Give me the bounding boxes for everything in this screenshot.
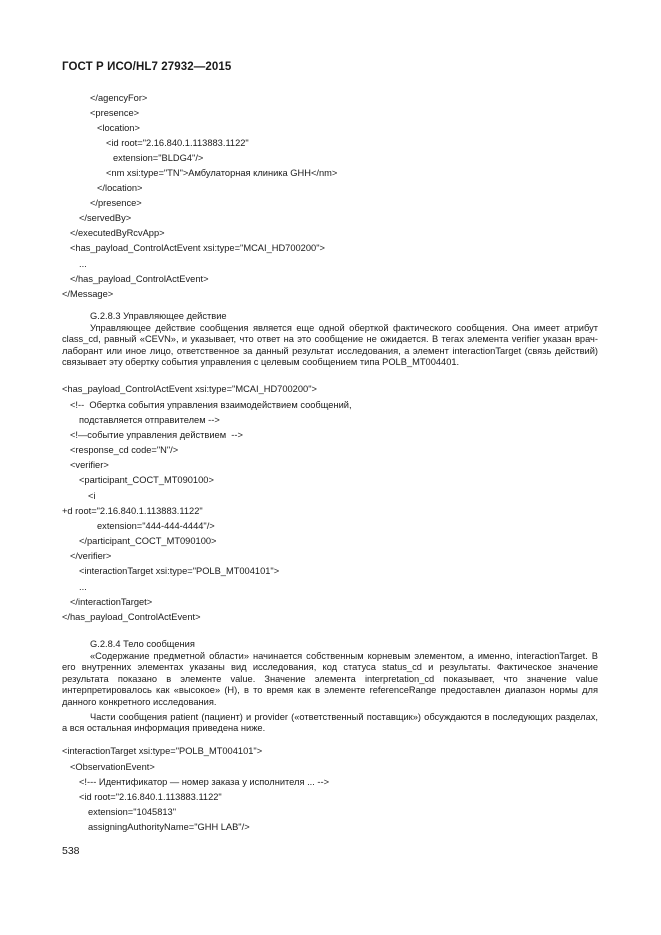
code-line: <i: [88, 491, 96, 501]
code-line: extension="BLDG4"/>: [113, 153, 204, 163]
code-line: ...: [79, 582, 87, 592]
code-line: <participant_COCT_MT090100>: [79, 475, 214, 485]
code-line: <has_payload_ControlActEvent xsi:type="MCAI_HD700200">: [70, 243, 325, 253]
code-line: <has_payload_ControlActEvent xsi:type="MCAI_HD700200">: [62, 384, 317, 394]
code-line: assigningAuthorityName="GHH LAB"/>: [88, 822, 250, 832]
section-heading: G.2.8.4 Тело сообщения: [90, 639, 195, 649]
section-paragraph: [62, 323, 598, 369]
code-line: </has_payload_ControlActEvent>: [62, 612, 201, 622]
code-line: ...: [79, 259, 87, 269]
section-heading: G.2.8.3 Управляющее действие: [90, 311, 227, 321]
paragraph-text: Части сообщения patient (пациент) и provider («ответственный поставщик») обсуждаются в последующих разделах, а вся остальная информация приведена ниже.: [62, 712, 598, 734]
code-line: подставляется отправителем -->: [79, 415, 220, 425]
code-line: <ObservationEvent>: [70, 762, 155, 772]
code-line: </Message>: [62, 289, 114, 299]
code-line: </location>: [97, 183, 143, 193]
code-line: </agencyFor>: [90, 93, 148, 103]
code-line: <location>: [97, 123, 140, 133]
page-number: 538: [62, 845, 80, 857]
code-line: <!-- Обертка события управления взаимодействием сообщений,: [70, 400, 352, 410]
code-line: </verifier>: [70, 551, 112, 561]
code-line: extension="444-444-4444"/>: [97, 521, 215, 531]
code-line: </executedByRcvApp>: [70, 228, 165, 238]
code-line: </participant_COCT_MT090100>: [79, 536, 217, 546]
code-line: </presence>: [90, 198, 142, 208]
code-line: extension="1045813": [88, 807, 177, 817]
code-line: <id root="2.16.840.1.113883.1122": [106, 138, 249, 148]
paragraph-text: «Содержание предметной области» начинается собственным корневым элементом, а именно, interactionTarget. В его внутренних элементах указаны вид исследования, код статуса status_cd и результаты. Фактическое значение результата показано в элементе value. Значение элемента interpretation_cd показывает, что значение value интерпретировалось как «высокое» (H), в то время как в элементе referenceRange предоставлен диапазон нормы для данного конкретного исследования.: [62, 651, 598, 707]
code-line: <interactionTarget xsi:type="POLB_MT004101">: [62, 746, 263, 756]
code-line: <id root="2.16.840.1.113883.1122": [79, 792, 222, 802]
code-line: +d root="2.16.840.1.113883.1122": [62, 506, 203, 516]
paragraph-text: Управляющее действие сообщения является еще одной оберткой фактического сообщения. Она имеет атрибут class_cd, равный «CEVN», и указывает, что ответ на это сообщение не ожидается. В тегах элемента verifier указан врач-лаборант или иное лицо, ответственное за данный результат исследования, а элемент interactionTarget (связь действий) связывает эту обертку события управления с целевым сообщением типа POLB_MT004401.: [62, 323, 598, 368]
code-line: <interactionTarget xsi:type="POLB_MT004101">: [79, 566, 280, 576]
code-line: <presence>: [90, 108, 140, 118]
section-paragraph: [62, 712, 598, 735]
code-line: <response_cd code="N"/>: [70, 445, 179, 455]
code-line: <!—событие управления действием -->: [70, 430, 243, 440]
section-paragraph: [62, 651, 598, 708]
code-line: </has_payload_ControlActEvent>: [70, 274, 209, 284]
code-line: <!--- Идентификатор — номер заказа у исполнителя ... -->: [79, 777, 330, 787]
code-line: </interactionTarget>: [70, 597, 153, 607]
document-header: ГОСТ Р ИСО/HL7 27932—2015: [62, 61, 232, 73]
code-line: </servedBy>: [79, 213, 132, 223]
code-line: <nm xsi:type="TN">Амбулаторная клиника GHH</nm>: [106, 168, 338, 178]
code-line: <verifier>: [70, 460, 109, 470]
